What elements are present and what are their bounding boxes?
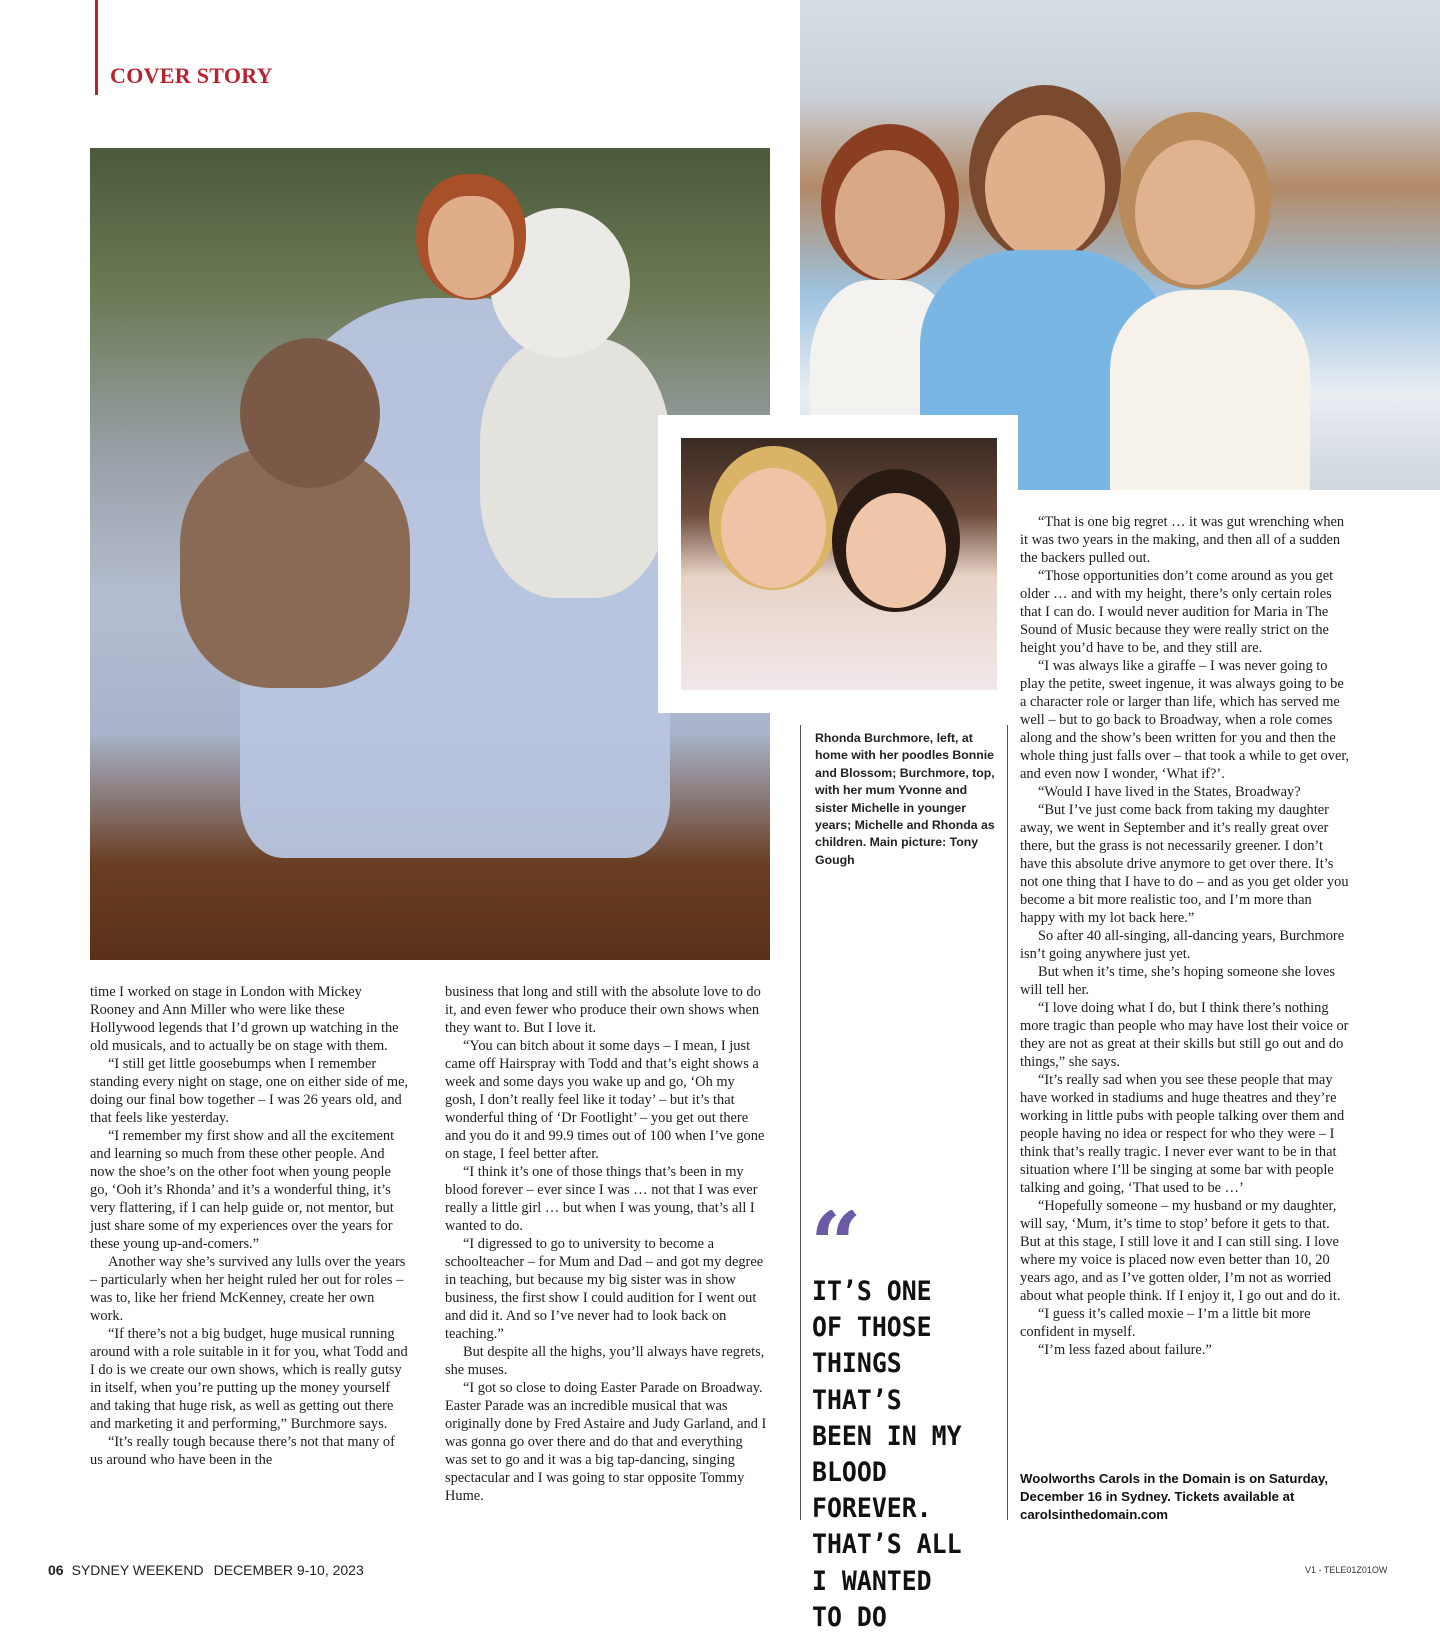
paragraph: But despite all the highs, you’ll always have regrets, she muses. — [445, 1344, 765, 1378]
photo-brown-poodle-head — [240, 338, 380, 488]
childhood-photo — [681, 438, 997, 690]
article-column-1 — [90, 983, 410, 1469]
event-note: Woolworths Carols in the Domain is on Saturday, December 16 in Sydney. Tickets available at carolsinthedomain.com — [1020, 1471, 1328, 1522]
photo-top-white — [1110, 290, 1310, 490]
paragraph: “Hopefully someone – my husband or my daughter, will say, ‘Mum, it’s time to stop’ before it gets to that. But at this stage, I still love it and I can still sing. I love where my voice is placed now even better than 10, 20 years ago, and as I’ve gotten older, I’m not as worried about what people think. If I enjoy it, I go out and do it. — [1020, 1198, 1341, 1304]
paragraph: “But I’ve just come back from taking my daughter away, we went in September and it’s really great over there, but the grass is not necessarily greener. I don’t have this absolute drive anymore to get over there. It’s not one thing that I have to do – and as you get older you become a bit more realistic too, and I’m more than happy with my lot back here.” — [1020, 802, 1349, 926]
paragraph: “It’s really sad when you see these people that may have worked in stadiums and huge theatres and they’re working in little pubs with people talking over them and people having no idea or respect for who they were – I think that’s really tragic. I never ever want to be in that situation where I’ll be singing at some bar with people talking and going, ‘That used to be …’ — [1020, 1072, 1345, 1196]
paragraph: “I remember my first show and all the excitement and learning so much from these other people. And now the shoe’s on the other foot when young people go, ‘Ooh it’s Rhonda’ and it’s a wonderful thing, it’s very flattering, if I can help guide or, not mentor, but just share some of my experiences over the years for these young up-and-comers.” — [90, 1128, 395, 1252]
issue-date: DECEMBER 9-10, 2023 — [213, 1562, 364, 1578]
photo-face-mother — [835, 150, 945, 280]
paragraph: time I worked on stage in London with Mickey Rooney and Ann Miller who were like these Hollywood legends that I’d grown up watching in the old musicals, and to actually be on stage with them. — [90, 984, 399, 1054]
photo-face-rhonda — [985, 115, 1105, 260]
paragraph: “I’m less fazed about failure.” — [1038, 1342, 1212, 1358]
paragraph: business that long and still with the absolute love to do it, and even fewer who produce their own shows when they want to. But I love it. — [445, 984, 761, 1036]
paragraph: “Those opportunities don’t come around as you get older … and with my height, there’s only certain roles that I can do. I would never audition for Maria in The Sound of Music because they were really strict on the height you’d have to be, and they still are. — [1020, 568, 1334, 656]
paragraph: “Would I have lived in the States, Broadway? — [1038, 784, 1301, 800]
pull-quote: IT’S ONE OF THOSE THINGS THAT’S BEEN IN MY BLOOD FOREVER. THAT’S ALL I WANTED TO DO — [812, 1276, 962, 1633]
paragraph: Another way she’s survived any lulls over the years – particularly when her height ruled her out for roles – was to, like her friend McKenney, create her own work. — [90, 1254, 406, 1324]
paragraph: “I digressed to go to university to become a schoolteacher – for Mum and Dad – and got my degree in teaching, but because my big sister was in show business, the first show I could audition for I went out and did it. And so I’ve never had to look back on teaching.” — [445, 1236, 764, 1342]
photo-face-child-right — [846, 493, 946, 608]
paragraph: “It’s really tough because there’s not that many of us around who have been in the — [90, 1434, 395, 1468]
section-label: COVER STORY — [110, 63, 273, 88]
paragraph: “That is one big regret … it was gut wrenching when it was two years in the making, and then all of a sudden the backers pulled out. — [1020, 514, 1345, 566]
page-number: 06 — [48, 1562, 64, 1578]
paragraph: So after 40 all-singing, all-dancing years, Burchmore isn’t going anywhere just yet. — [1020, 928, 1345, 962]
paragraph: “I still get little goosebumps when I remember standing every night on stage, one on either side of me, doing our final bow together – I was 26 years old, and that feels like yesterday. — [90, 1056, 409, 1126]
photo-face-child-left — [721, 468, 826, 588]
photo-white-poodle-body — [480, 338, 670, 598]
quote-mark-icon: “ — [810, 1210, 862, 1270]
photo-face-sister — [1135, 140, 1255, 285]
column-divider-right — [1007, 725, 1008, 1520]
article-column-3 — [1020, 513, 1350, 1359]
publication-name: SYDNEY WEEKEND — [71, 1562, 204, 1578]
paragraph: “I love doing what I do, but I think there’s nothing more tragic than people who may have lost their voice or they are not as great at their skills but still go out and do things,” she says. — [1020, 1000, 1349, 1070]
section-rule — [95, 0, 98, 95]
photo-woman-head — [428, 196, 514, 298]
page-footer — [48, 1562, 364, 1578]
column-divider-left — [800, 725, 801, 1520]
article-column-2 — [445, 983, 767, 1505]
paragraph: “I was always like a giraffe – I was never going to play the petite, sweet ingenue, it was always going to be a character role or larger than life, which has served me well – but to go back to Broadway, when a role comes along and the show’s been written for you and then the whole thing just falls over – that took a while to get over, and even now I wonder, ‘What if?’. — [1020, 658, 1350, 782]
page-code: V1 - TELE01Z01OW — [1305, 1565, 1388, 1575]
photo-caption: Rhonda Burchmore, left, at home with her poodles Bonnie and Blossom; Burchmore, top, with her mum Yvonne and sister Michelle in younger years; Michelle and Rhonda as children. Main picture: Tony Gough — [815, 731, 995, 867]
paragraph: “I got so close to doing Easter Parade on Broadway. Easter Parade was an incredible musical that was originally done by Fred Astaire and Judy Garland, and I was gonna go over there and do that and everything was set to go and it was a big tap-dancing, singing spectacular and I was going to star opposite Tommy Hume. — [445, 1380, 767, 1504]
paragraph: “If there’s not a big budget, huge musical running around with a role suitable in it for you, what Todd and I do is we create our own shows, which is really gutsy in itself, when you’re putting up the money yourself and taking that huge risk, as well as getting out there and marketing it and performing,” Burchmore says. — [90, 1326, 408, 1432]
paragraph: But when it’s time, she’s hoping someone she loves will tell her. — [1020, 964, 1335, 998]
paragraph: “I guess it’s called moxie – I’m a little bit more confident in myself. — [1020, 1306, 1311, 1340]
paragraph: “You can bitch about it some days – I mean, I just came off Hairspray with Todd and that’s eight shows a week and some days you wake up and go, ‘Oh my gosh, I don’t really feel like it today’ – but it’s that wonderful thing of ‘Dr Footlight’ – you get out there and you do it and 99.9 times out of 100 when I’ve gone on stage, I feel better after. — [445, 1038, 765, 1162]
paragraph: “I think it’s one of those things that’s been in my blood forever – ever since I was … not that I was ever really a little girl … but when I was young, that’s all I wanted to do. — [445, 1164, 758, 1234]
